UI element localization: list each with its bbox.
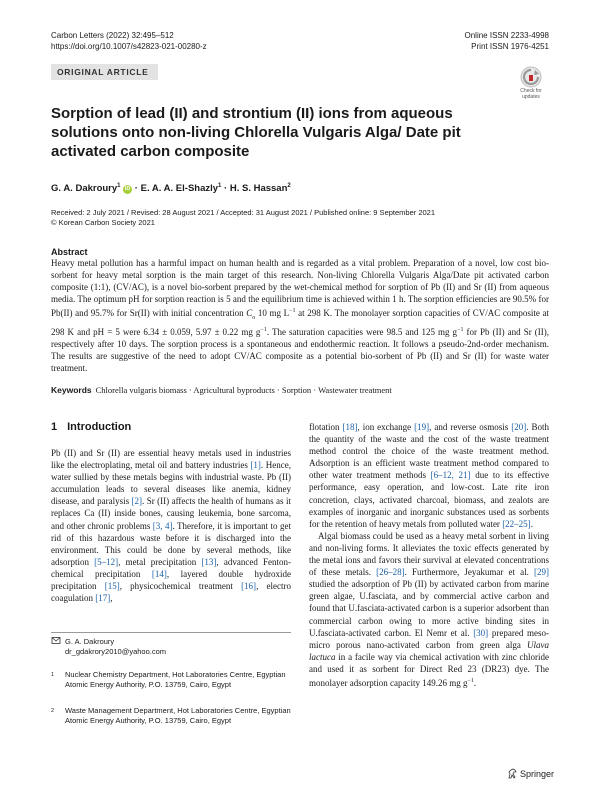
journal-citation: Carbon Letters (2022) 32:495–512	[51, 31, 174, 40]
citation-link[interactable]: [30]	[473, 627, 489, 638]
publication-dates	[51, 208, 435, 228]
citation-link[interactable]: [22–25]	[502, 518, 531, 529]
citation-link[interactable]: [5–12]	[94, 556, 119, 567]
superscript: −1	[467, 677, 474, 684]
check-updates-label-1: Check for	[520, 88, 542, 94]
body-column-left	[51, 447, 291, 604]
author-affiliation-ref[interactable]: 1	[117, 183, 121, 189]
affiliation-number: 2	[51, 708, 55, 714]
author-separator: ·	[221, 183, 230, 195]
citation-link[interactable]: [18]	[342, 422, 358, 432]
corresponding-author-name: G. A. Dakroury	[65, 637, 115, 646]
doi-link[interactable]: https://doi.org/10.1007/s42823-021-00280-z	[51, 42, 207, 51]
article-type-badge: ORIGINAL ARTICLE	[51, 64, 158, 80]
keywords-list: Chlorella vulgaris biomass · Agricultural byproducts · Sorption · Wastewater treatment	[95, 385, 392, 395]
section-heading-introduction	[51, 420, 131, 434]
citation-link[interactable]: [13]	[201, 556, 217, 567]
copyright: © Korean Carbon Society 2021	[51, 218, 155, 227]
keywords-label: Keywords	[51, 385, 92, 395]
history-dates: Received: 2 July 2021 / Revised: 28 August 2021 / Accepted: 31 August 2021 / Published online: 9 September 2021	[51, 208, 436, 217]
citation-link[interactable]: [16]	[241, 581, 257, 592]
citation-link[interactable]: [29]	[534, 567, 549, 578]
paragraph: Pb (II) and Sr (II) are essential heavy metals used in industries like the electroplating, metal oil and battery industries [1]. Hence, water sullied by these metals begins with industrial waste. Pb (II) accumulation leads to several diseases like anemia, kidney disease, and paralysis [2]. Sr (II) affects the health of humans as it replaces Ca (II) inside bones, causing leukemia, bone sarcoma, and other chronic problems [3, 4]. Therefore, it is important to get rid of this hazardous waste before it is discharged into the environment. This could be done by several methods, like adsorption [5–12], metal precipitation [13], advanced Fenton-chemical precipitation [14], layered double hydroxide precipitation [15], physicochemical treatment [16], electro coagulation [17],	[51, 448, 292, 604]
citation-link[interactable]: [3, 4]	[152, 520, 173, 531]
publisher-name: Springer	[520, 769, 555, 779]
author-name[interactable]: G. A. Dakroury	[51, 183, 118, 195]
issn-header	[465, 30, 550, 52]
citation-link[interactable]: [2]	[131, 496, 143, 507]
citation-link[interactable]: [15]	[104, 581, 120, 592]
publisher-logo	[507, 768, 554, 780]
author-name[interactable]: H. S. Hassan	[229, 183, 288, 195]
check-for-updates-button[interactable]	[514, 66, 548, 102]
italic-term: Ulava lactuca	[309, 639, 549, 662]
citation-link[interactable]: [26–28]	[376, 567, 405, 578]
check-updates-icon	[520, 66, 542, 88]
corresponding-author-email[interactable]: dr_gdakrory2010@yahoo.com	[65, 647, 167, 656]
article-title: Sorption of lead (II) and strontium (II) ions from aqueous solutions onto non-living Chlorella Vulgaris Alga/ Date pit activated carbon composite	[51, 105, 461, 160]
citation-link[interactable]: [17]	[95, 593, 111, 604]
affiliation-2	[51, 706, 291, 726]
citation-link[interactable]: [1]	[250, 460, 261, 471]
abstract-body: Heavy metal pollution has a harmful impact on human health and is regarded as a vital problem. Preparation of a novel, low cost bio-sorbent for heavy metal sorption is the main target of this research. Non-living Chlorella Vulgaris Alga/Date pit activated carbon composite (1:1), (CV/AC), is a novel bio-sorbent prepared by the wet-chemical method for sorption of Pb (II) and Sr (II) from aqueous media. The optimum pH for sorption reaction is 5 and the equilibrium time is achieved within 1 h. The sorption efficiencies are 90.5% for Pb(II) and 95.7% for Sr(II) with initial concentration $C_o$ 10 mg $L^{-1}$ at 298 K. The monolayer sorption capacities of CV/AC composite at 298 K and pH = 5 were 6.34 ± 0.059, 5.97 ± 0.22 mg $g^{-1}$. The saturation capacities were 98.5 and 125 mg $g^{-1}$ for Pb (II) and Sr (II), respectively after 10 days. The sorption process is a spontaneous and endothermic reaction. It follows a pseudo-2nd-order mechanism. The results are suggestive of the need to adopt CV/AC composite as a potential bio-sorbent of Pb (II) and Sr (II) for waste water treatment.	[51, 258, 550, 373]
author-list	[51, 180, 291, 195]
online-issn: Online ISSN 2233-4998	[464, 31, 549, 40]
affiliation-text: Waste Management Department, Hot Laboratories Centre, Egyptian Atomic Energy Authority, P.O. 13759, Cairo, Egypt	[65, 706, 291, 725]
mail-icon	[51, 637, 61, 644]
keywords	[51, 385, 549, 396]
body-column-right	[309, 421, 549, 689]
citation-link[interactable]: [14]	[151, 568, 167, 579]
print-issn: Print ISSN 1976-4251	[471, 42, 549, 51]
paragraph: flotation [18], ion exchange [19], and reverse osmosis [20]. Both the quantity of the waste and the cost of the waste treatment method control the choice of the waste treatment method. Adsorption is an efficient waste treatment method compared to other water treatment methods [6–12, 21] due to its effective performance, easy operation, and low-cost. Late rite iron concretion, clays, activated charcoal, biomass, and zealots are examples of inorganic and inorganic substances used as sorbents for the retention of heavy metals from polluted water [22–25].	[309, 422, 550, 529]
paragraph: Algal biomass could be used as a heavy metal sorbent in living and non-living forms. It alleviates the toxic effects generated by the metal ions and favors their survival at elevated concentrations of these metals. [26–28]. Furthermore, Jeyakumar et al. [29] studied the adsorption of Pb (II) by activated carbon from marine green algae, U.fasciata, and by commercial active carbon and found that U.fasciata-activated carbon is a superior adsorbent than commercial carbon owing to more active binding sites in U.fasciata-activated carbon. El Nemr et al. [30] prepared meso-micro porous nano-activated carbon from green alga Ulava lactuca in a facile way via chemical activation with zinc chloride and used it as sorbent for Direct Red 23 (DR23) dye. The monolayer adsorption capacity 149.26 mg $g^{-1}$.	[309, 530, 549, 688]
affiliation-1	[51, 670, 291, 690]
abstract-heading: Abstract	[51, 247, 88, 257]
springer-horse-icon	[507, 768, 518, 779]
orcid-icon[interactable]: iD	[124, 186, 131, 193]
check-updates-label-2: updates	[522, 94, 540, 100]
journal-header	[51, 30, 207, 52]
section-title: Introduction	[67, 421, 132, 433]
footnote-divider	[51, 632, 291, 633]
author-affiliation-ref[interactable]: 2	[287, 183, 291, 189]
author-name[interactable]: E. A. A. El-Shazly	[140, 183, 219, 195]
author-affiliation-ref[interactable]: 1	[218, 183, 222, 189]
citation-link[interactable]: [20]	[511, 422, 527, 432]
citation-link[interactable]: [19]	[414, 422, 430, 432]
citation-link[interactable]: [6–12, 21]	[430, 470, 471, 481]
affiliation-text: Nuclear Chemistry Department, Hot Laboratories Centre, Egyptian Atomic Energy Authority, P.O. 13759, Cairo, Egypt	[65, 670, 286, 689]
section-number: 1	[51, 421, 58, 433]
affiliation-number: 1	[51, 672, 55, 678]
author-separator: ·	[132, 183, 141, 195]
corresponding-author	[51, 637, 166, 657]
